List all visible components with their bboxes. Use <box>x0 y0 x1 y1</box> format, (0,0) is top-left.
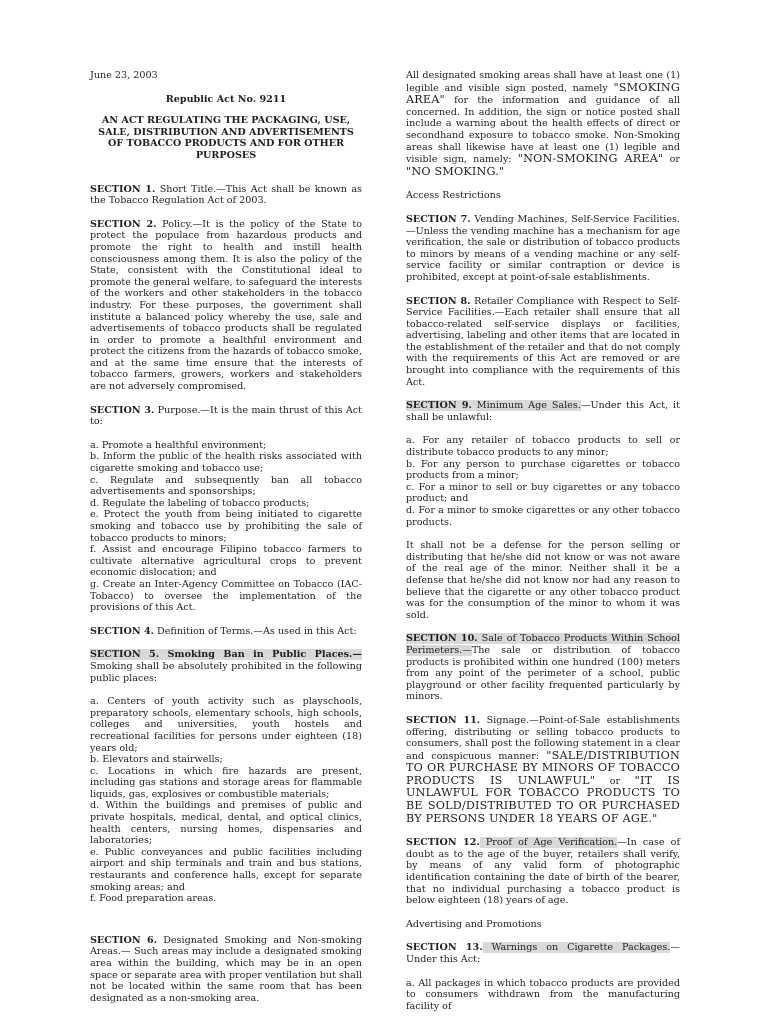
section-11-or: or <box>595 775 635 787</box>
section-2-text: Policy.—It is the policy of the State to protect the populace from hazardous products and promote the right to health and instill health consciousness among them. It is also the policy of the State, consistent with the Constitutional ideal to promote the general welfare, to safeguard the interests of the workers and other stakeholders in the tobacco industry. For these purposes, the government shall institute a balanced policy whereby the use, sale and advertisements of tobacco products shall be regulated in order to promote a healthful environment and protect the citizens from the hazards of tobacco smoke, and at the same time ensure that the interests of tobacco farmers, growers, workers and stakeholders are not adversely compromised. <box>90 218 362 393</box>
list-item: f. Food preparation areas. <box>90 893 217 905</box>
list-item: e. Public conveyances and public facilities including airport and ship terminals and train and bus stations, restaurants and conference halls, except for separate smoking areas; and <box>90 846 362 893</box>
section-3-text: Purpose.—It is the main thrust of this Act to: <box>90 404 362 428</box>
section-9-label: SECTION 9. <box>406 400 472 412</box>
right-column <box>406 70 680 1012</box>
no-smoking-sign: "NO SMOKING." <box>406 164 505 178</box>
section-12-label: SECTION 12. <box>406 837 480 849</box>
section-9 <box>406 400 680 423</box>
section-2-label: SECTION 2. <box>90 218 157 230</box>
section-9-text: —Under this Act, it shall be unlawful: <box>406 400 680 423</box>
section-11-label: SECTION 11. <box>406 714 481 726</box>
list-item: d. For a minor to smoke cigarettes or any other tobacco products. <box>406 505 680 528</box>
list-item: e. Protect the youth from being initiated to cigarette smoking and tobacco use by prohibiting the sale of tobacco products to minors; <box>90 509 362 544</box>
section-5-label <box>90 649 362 660</box>
section-6-label: SECTION 6. <box>90 934 158 946</box>
section-7 <box>406 214 680 284</box>
section-13-text: —Under this Act: <box>406 942 680 965</box>
list-item: g. Create an Inter-Agency Committee on Tobacco (IAC-Tobacco) to oversee the implementation of the provisions of this Act. <box>90 578 362 614</box>
section-13-item-a: a. All packages in which tobacco products are provided to consumers withdrawn from the manufacturing facility of <box>406 977 680 1012</box>
section-1-label: SECTION 1. <box>90 183 156 195</box>
section-10-heading: Sale of Tobacco Products Within School Perimeters.— <box>406 633 680 656</box>
section-4 <box>90 626 362 638</box>
section-12-heading: Proof of Age Verification. <box>479 837 618 849</box>
section-6-text: Designated Smoking and Non-smoking Areas.— Such areas may include a designated smoking area within the building, which may be in an open space or separate area with proper ventilation but shall not be located within the same room that has been designated as a non-smoking area. <box>90 934 362 1004</box>
section-10-label: SECTION 10. <box>406 633 478 645</box>
section-8-label: SECTION 8. <box>406 295 471 307</box>
section-9-list <box>406 435 680 528</box>
section-5-text: Smoking shall be absolutely prohibited in the following public places: <box>90 660 362 684</box>
section-5-heading: Smoking Ban in Public Places.— <box>159 649 362 661</box>
section-5-list <box>90 696 362 905</box>
section-10 <box>406 633 680 703</box>
section-3-label: SECTION 3. <box>90 404 155 416</box>
list-item: b. Inform the public of the health risks associated with cigarette smoking and tobacco use; <box>90 451 362 475</box>
section-12-text: —In case of doubt as to the age of the buyer, retailers shall verify, by means of any valid form of photographic identification containing the date of birth of the bearer, that no individual purchasing a tobacco product is below eighteen (18) years of age. <box>406 837 681 907</box>
section-5-number: SECTION 5. <box>90 649 160 661</box>
signage-statement-2: "IT IS UNLAWFUL FOR TOBACCO PRODUCTS TO BE SOLD/DISTRIBUTED TO OR PURCHASED BY PERSONS UNDER 18 YEARS OF AGE." <box>406 773 680 825</box>
act-number: Republic Act No. 9211 <box>165 93 287 105</box>
list-item: c. Locations in which fire hazards are present, including gas stations and storage areas for flammable liquids, gas, explosives or combustible materials; <box>90 765 362 800</box>
section-4-label: SECTION 4. <box>90 625 154 637</box>
left-column <box>90 70 362 1004</box>
section-4-text: Definition of Terms.—As used in this Act: <box>154 625 357 637</box>
smoking-area-sign: "SMOKING AREA" <box>406 80 680 107</box>
section-13-heading: Warnings on Cigarette Packages. <box>482 942 671 954</box>
list-item: b. For any person to purchase cigarettes or tobacco products from a minor; <box>406 458 680 482</box>
access-restrictions-heading: Access Restrictions <box>406 190 501 202</box>
section-10-text: The sale or distribution of tobacco products is prohibited within one hundred (100) meters from any point of the perimeter of a school, public playground or other facility frequented particularly by minors. <box>406 644 680 703</box>
advertising-heading: Advertising and Promotions <box>406 918 542 930</box>
section-13 <box>406 942 680 965</box>
list-item: a. Promote a healthful environment; <box>90 439 267 451</box>
list-item: a. Centers of youth activity such as playschools, preparatory schools, elementary schools, high schools, colleges and universities, youth hostels and recreational facilities for persons under eighteen (18) years old; <box>90 696 362 754</box>
act-title: AN ACT REGULATING THE PACKAGING, USE, SALE, DISTRIBUTION AND ADVERTISEMENTS OF TOBACCO PRODUCTS AND FOR OTHER PURPOSES <box>98 115 354 161</box>
section-1 <box>90 184 362 207</box>
section-6-cont-text: for the information and guidance of all concerned. In addition, the sign or notice posted shall include a warning about the health effects of direct or secondhand exposure to tobacco smoke. Non-Smoking areas shall likewise have at least one (1) legible and visible sign, namely: <box>406 95 680 166</box>
section-3-list <box>90 440 362 614</box>
section-8 <box>406 296 680 389</box>
list-item: c. For a minor to sell or buy cigarettes or any tobacco product; and <box>406 481 680 505</box>
section-7-label: SECTION 7. <box>406 213 471 225</box>
section-3 <box>90 405 362 428</box>
section-2 <box>90 219 362 393</box>
section-12 <box>406 837 680 907</box>
section-11-text: Signage.—Point-of-Sale establishments offering, distributing or selling tobacco products to consumers, shall post the following statement in a clear and conspicuous manner: <box>406 714 680 762</box>
section-9-heading: Minimum Age Sales. <box>471 400 581 412</box>
section-1-text: Short Title.—This Act shall be known as the Tobacco Regulation Act of 2003. <box>90 183 362 207</box>
section-6-cont-text: All designated smoking areas shall have at least one (1) legible and visible sign posted, namely <box>406 70 680 94</box>
section-11 <box>406 715 680 825</box>
list-item: d. Within the buildings and premises of public and private hospitals, medical, dental, and optical clinics, health centers, nursing homes, dispensaries and laboratories; <box>90 800 362 847</box>
list-item: b. Elevators and stairwells; <box>90 754 223 766</box>
section-13-label: SECTION 13. <box>406 942 483 954</box>
non-smoking-area-sign: "NON-SMOKING AREA" <box>517 152 664 166</box>
section-6-continued <box>406 70 680 178</box>
list-item: f. Assist and encourage Filipino tobacco farmers to cultivate alternative agricultural crops to prevent economic dislocation; and <box>90 544 362 579</box>
section-6 <box>90 935 362 1005</box>
section-9-highlight <box>406 400 581 411</box>
section-5 <box>90 649 362 684</box>
section-7-text: Vending Machines, Self-Service Facilities.—Unless the vending machine has a mechanism for age verification, the sale or distribution of tobacco products to minors by means of a vending machine or any self-service facility or similar contraption or device is prohibited, except at point-of-sale establishments. <box>406 213 680 283</box>
section-9-defense: It shall not be a defense for the person selling or distributing that he/she did not know or was not aware of the real age of the minor. Neither shall it be a defense that he/she did not know nor had any reason to believe that the cigarette or any other tobacco product was for the consumption of the minor to whom it was sold. <box>406 540 680 621</box>
list-item: a. For any retailer of tobacco products to sell or distribute tobacco products to any minor; <box>406 435 680 459</box>
list-item: c. Regulate and subsequently ban all tobacco advertisements and sponsorships; <box>90 474 362 498</box>
list-item: d. Regulate the labeling of tobacco products; <box>90 497 310 509</box>
section-6-cont-text: or <box>663 154 680 166</box>
document-date: June 23, 2003 <box>90 70 158 81</box>
section-8-text: Retailer Compliance with Respect to Self-Service Facilities.—Each retailer shall ensure that all tobacco-related self-service displays or facilities, advertising, labeling and other items that are located in the establishment of the retailer and that do not comply with the requirements of this Act are removed or are brought into compliance with the requirements of this Act. <box>406 295 680 388</box>
signage-statement-1: "SALE/DISTRIBUTION TO OR PURCHASE BY MINORS OF TOBACCO PRODUCTS IS UNLAWFUL" <box>406 748 680 787</box>
